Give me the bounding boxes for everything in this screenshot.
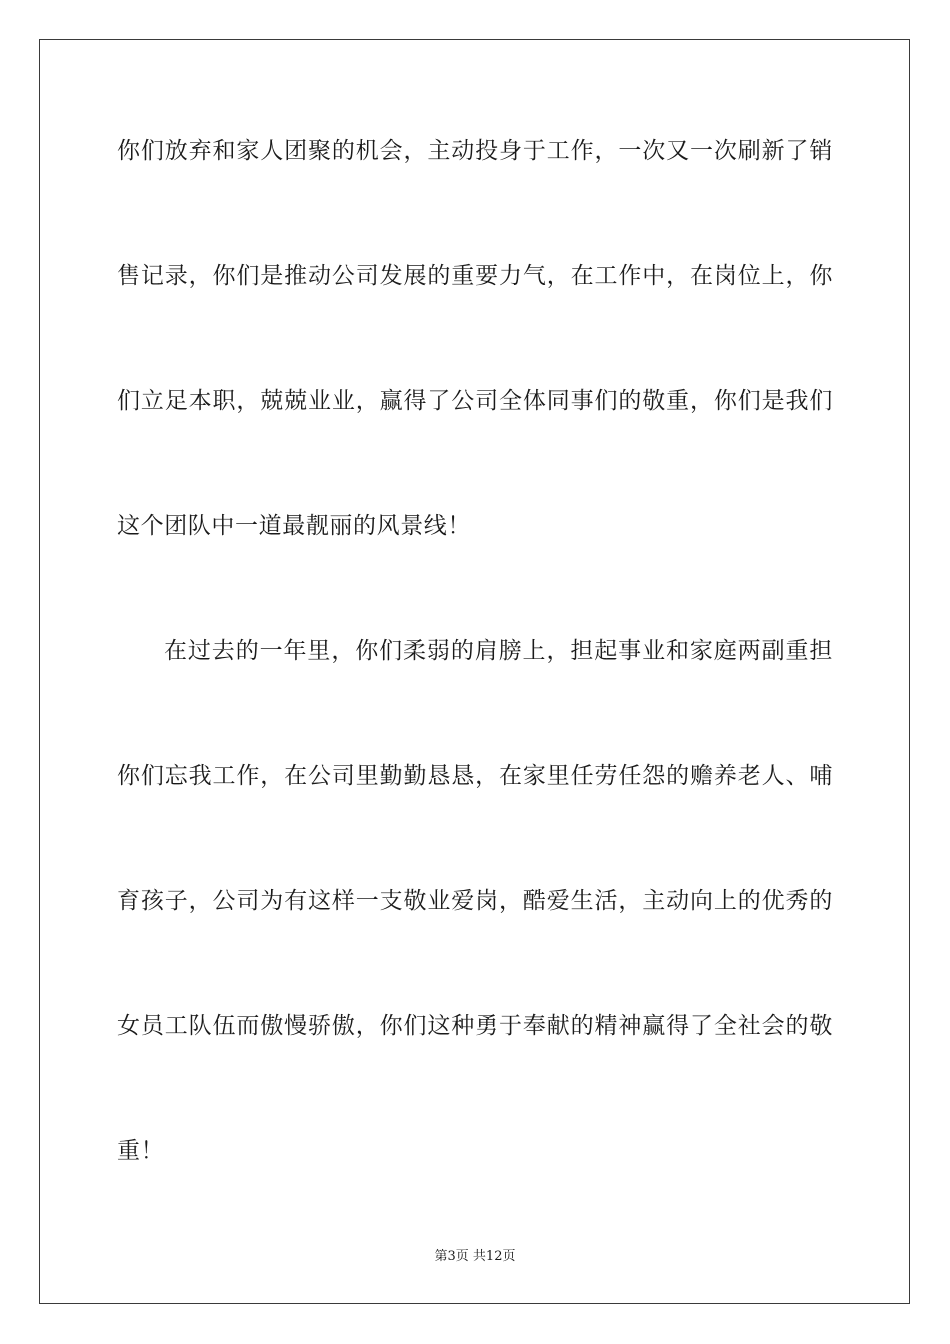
paragraph-line-4: 这个团队中一道最靓丽的风景线！	[117, 513, 471, 539]
paragraph-line-2: 售记录，你们是推动公司发展的重要力气，在工作中，在岗位上，你	[117, 263, 833, 289]
page-number-footer: 第3页 共12页	[434, 1249, 516, 1264]
paragraph-line-8: 女员工队伍而傲慢骄傲，你们这种勇于奉献的精神赢得了全社会的敬	[117, 1013, 833, 1039]
paragraph-line-3: 们立足本职，兢兢业业，赢得了公司全体同事们的敬重，你们是我们	[117, 388, 833, 414]
paragraph-line-7: 育孩子，公司为有这样一支敬业爱岗，酷爱生活，主动向上的优秀的	[117, 888, 833, 914]
paragraph-line-6: 你们忘我工作，在公司里勤勤恳恳，在家里任劳任怨的赡养老人、哺	[117, 763, 833, 789]
paragraph-line-1: 你们放弃和家人团聚的机会，主动投身于工作，一次又一次刷新了销	[117, 138, 833, 164]
paragraph-line-9: 重！	[117, 1138, 165, 1164]
page-border	[39, 39, 910, 1304]
paragraph-line-5: 在过去的一年里，你们柔弱的肩膀上，担起事业和家庭两副重担	[164, 638, 833, 664]
